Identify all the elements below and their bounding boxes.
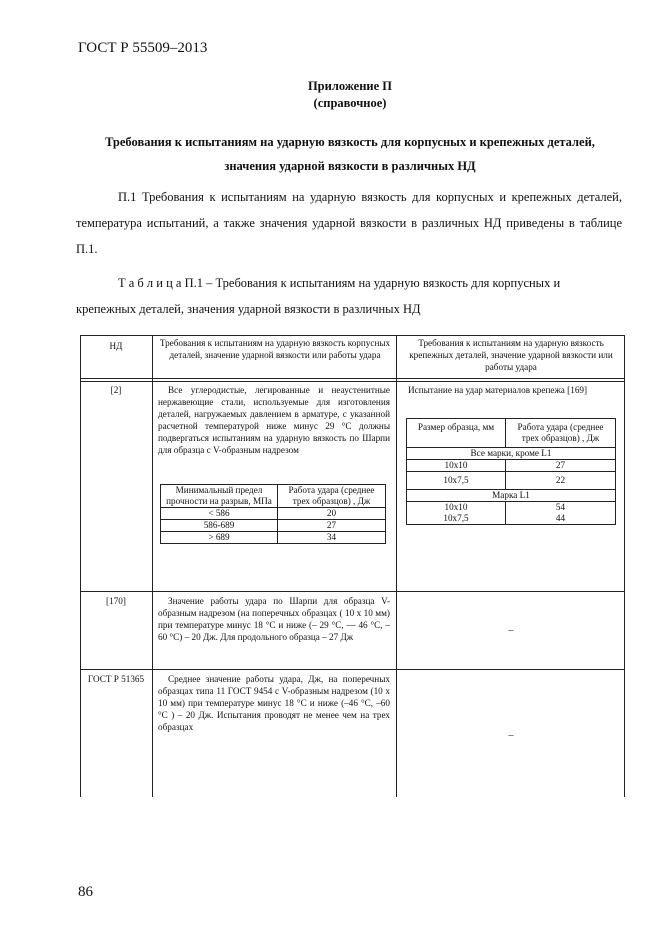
table-header-divider	[80, 378, 625, 379]
row1-body-subtable	[160, 484, 386, 544]
header-fasteners: Требования к испытаниям на ударную вязкость крепежных деталей, значение ударной вязкости или работы удара	[409, 338, 613, 372]
row3-body-text: Среднее значение работы удара, Дж, на поперечных образцах типа 11 ГОСТ 9454 с V-образным надрезом (10 х 10 мм) при температуре минус 18 °С и ниже (–46 °С, –60 °С ) – 20 Дж. Испытания проводят не менее чем на трех образцах	[158, 674, 390, 732]
subtable2-cell: 10х7,5	[407, 513, 506, 525]
appendix-title: Приложение П	[307, 79, 393, 93]
section-title-line2: значения ударной вязкости в различных НД	[224, 159, 476, 173]
table-border-right	[624, 335, 625, 797]
header-body-parts: Требования к испытаниям на ударную вязкость корпусных деталей, значение ударной вязкости или работы удара	[159, 338, 391, 360]
subtable1-cell: < 586	[161, 508, 278, 520]
subtable1-cell: > 689	[161, 532, 278, 544]
subtable2-cell: 22	[506, 472, 616, 490]
subtable1-cell: 20	[278, 508, 386, 520]
subtable2-cell: 10х10	[407, 502, 506, 514]
subtable2-cell: 10х10	[407, 460, 506, 472]
page-number: 86	[78, 884, 93, 900]
section-title-line1: Требования к испытаниям на ударную вязкость для корпусных и крепежных деталей,	[105, 135, 595, 149]
appendix-subtitle: (справочное)	[313, 96, 387, 110]
appendix-heading	[60, 78, 640, 112]
subtable2-cell: 10х7,5	[407, 472, 506, 490]
row1-fastener-subtable	[406, 418, 616, 525]
document-id: ГОСТ Р 55509–2013	[78, 40, 208, 56]
table-border-top	[80, 335, 625, 336]
subtable1-cell: 34	[278, 532, 386, 544]
subtable2-group-all: Все марки, кроме L1	[407, 448, 616, 460]
row2-nd: [170]	[106, 596, 126, 606]
row2-body-text: Значение работы удара по Шарпи для образца V-образным надрезом (на поперечных образцах ( 10 х 10 мм) при температуре минус 18 °С и ниже (– 29 °С, — 46 °С, – 60 °С) – 20 Дж. Для продольного образца – 27 Дж	[158, 596, 390, 642]
row1-body-text: Все углеродистые, легированные и неаустенитные нержавеющие стали, используемые для изготовления деталей, нагружаемых давлением в арматуре, с указанной расчетной температурой ниже минус 29 °С должны подвергаться испытаниям на ударную вязкость по Шарпи для образца с V-образным надрезом	[158, 385, 390, 455]
subtable1-cell: 27	[278, 520, 386, 532]
subtable1-header-impact: Работа удара (среднее трех образцов) , Дж	[278, 485, 386, 508]
subtable1-cell: 586-689	[161, 520, 278, 532]
subtable2-cell: 27	[506, 460, 616, 472]
table-col-divider-1	[152, 335, 153, 797]
row1-fastener-text: Испытание на удар материалов крепежа [169]	[408, 385, 588, 395]
table-header-divider-2	[80, 381, 625, 382]
subtable2-cell: 44	[506, 513, 616, 525]
table-col-divider-2	[396, 335, 397, 797]
subtable1-header-strength: Минимальный предел прочности на разрыв, МПа	[161, 485, 278, 508]
section-title	[60, 130, 640, 178]
table-row-divider-1	[80, 591, 625, 592]
paragraph-1: П.1 Требования к испытаниям на ударную вязкость для корпусных и крепежных деталей, температура испытаний, а также значения ударной вязкости в различных НД приведены в таблице П.1.	[76, 190, 622, 256]
subtable2-cell: 54	[506, 502, 616, 514]
table-border-left	[80, 335, 81, 797]
row1-nd: [2]	[110, 385, 122, 395]
subtable2-group-l1: Марка L1	[407, 490, 616, 502]
table-row-divider-2	[80, 669, 625, 670]
row2-fastener-dash: –	[508, 625, 514, 636]
table-caption: Т а б л и ц а П.1 – Требования к испытаниям на ударную вязкость для корпусных и крепежных деталей, значения ударной вязкости в различных НД	[76, 276, 561, 316]
row3-fastener-dash: –	[508, 730, 514, 741]
row3-nd: ГОСТ Р 51365	[87, 674, 145, 684]
subtable2-header-impact: Работа удара (среднее трех образцов) , Дж	[506, 419, 616, 448]
subtable2-header-size: Размер образца, мм	[407, 419, 506, 448]
header-nd: НД	[109, 341, 123, 351]
